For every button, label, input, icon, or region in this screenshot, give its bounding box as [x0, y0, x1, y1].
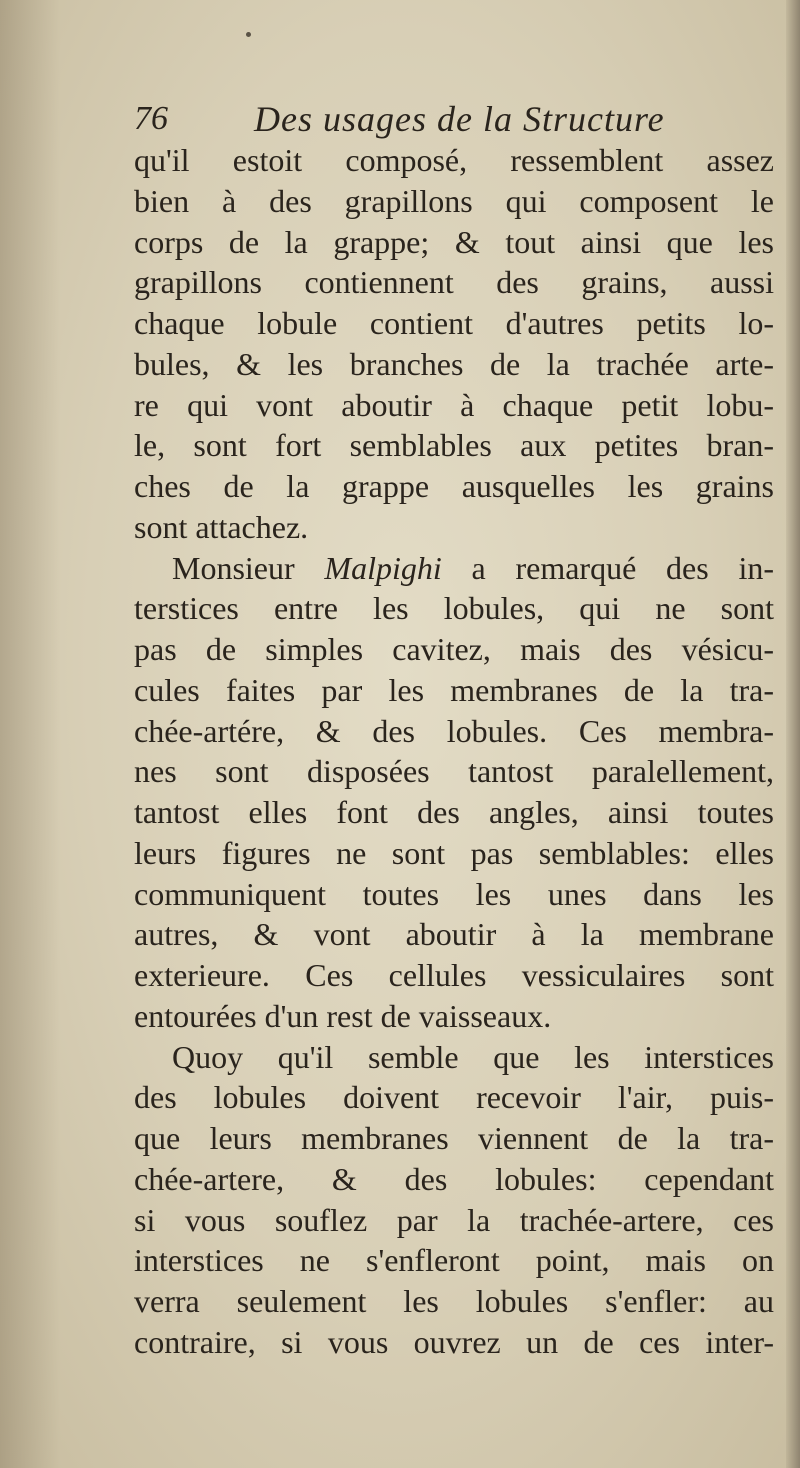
text-line: verra seulement les lobules s'enfler: au	[134, 1283, 774, 1319]
page-header	[134, 96, 774, 142]
text-line: chée-artére, & des lobules. Ces membra-	[134, 712, 774, 749]
page-body	[134, 140, 774, 1363]
text-line: chaque lobule contient d'autres petits lo-	[134, 305, 774, 341]
ink-speck	[246, 32, 251, 37]
text-line: cules faites par les membranes de la tra-	[134, 671, 774, 708]
text-line: corps de la grappe; & tout ainsi que les	[134, 223, 774, 260]
text-line: ches de la grappe ausquelles les grains	[134, 468, 774, 504]
text-line: bules, & les branches de la trachée arte-	[134, 345, 774, 382]
text-line: interstices ne s'enfleront point, mais on	[134, 1242, 774, 1279]
text-line: exterieure. Ces cellules vessiculaires sont	[134, 957, 774, 993]
text-line: autres, & vont aboutir à la membrane	[134, 916, 774, 953]
page-number: 76	[134, 100, 168, 137]
text-line: si vous souflez par la trachée-artere, ces	[134, 1201, 774, 1238]
text-line: chée-artere, & des lobules: cependant	[134, 1160, 774, 1197]
text-line: leurs figures ne sont pas semblables: elles	[134, 834, 774, 871]
text-line: sont attachez.	[134, 508, 309, 545]
text-line: entourées d'un rest de vaisseaux.	[134, 997, 552, 1034]
page-edge	[786, 0, 800, 1468]
text-line: communiquent toutes les unes dans les	[134, 875, 774, 912]
text-line: que leurs membranes viennent de la tra-	[134, 1120, 774, 1156]
text-fragment: Monsieur	[172, 549, 295, 586]
text-line: pas de simples cavitez, mais des vésicu-	[134, 631, 774, 667]
paragraph-start-line	[134, 548, 774, 589]
text-line: des lobules doivent recevoir l'air, puis-	[134, 1079, 774, 1116]
text-line: terstices entre les lobules, qui ne sont	[134, 590, 774, 627]
text-line: tantost elles font des angles, ainsi toutes	[134, 794, 774, 830]
text-line: nes sont disposées tantost paralellement,	[134, 753, 774, 790]
text-line: grapillons contiennent des grains, aussi	[134, 264, 774, 301]
paragraph-start-line: Quoy qu'il semble que les interstices	[172, 1038, 774, 1075]
text-line: bien à des grapillons qui composent le	[134, 182, 774, 219]
author-name: Malpighi	[324, 549, 442, 586]
text-line: le, sont fort semblables aux petites bran-	[134, 427, 774, 464]
text-line: re qui vont aboutir à chaque petit lobu-	[134, 386, 774, 423]
running-title: Des usages de la Structure	[254, 99, 665, 139]
page-gutter-shadow	[0, 0, 60, 1468]
text-fragment: a remarqué des in-	[471, 549, 775, 586]
text-line: contraire, si vous ouvrez un de ces inter-	[134, 1323, 774, 1360]
text-line: qu'il estoit composé, ressemblent assez	[134, 142, 774, 178]
